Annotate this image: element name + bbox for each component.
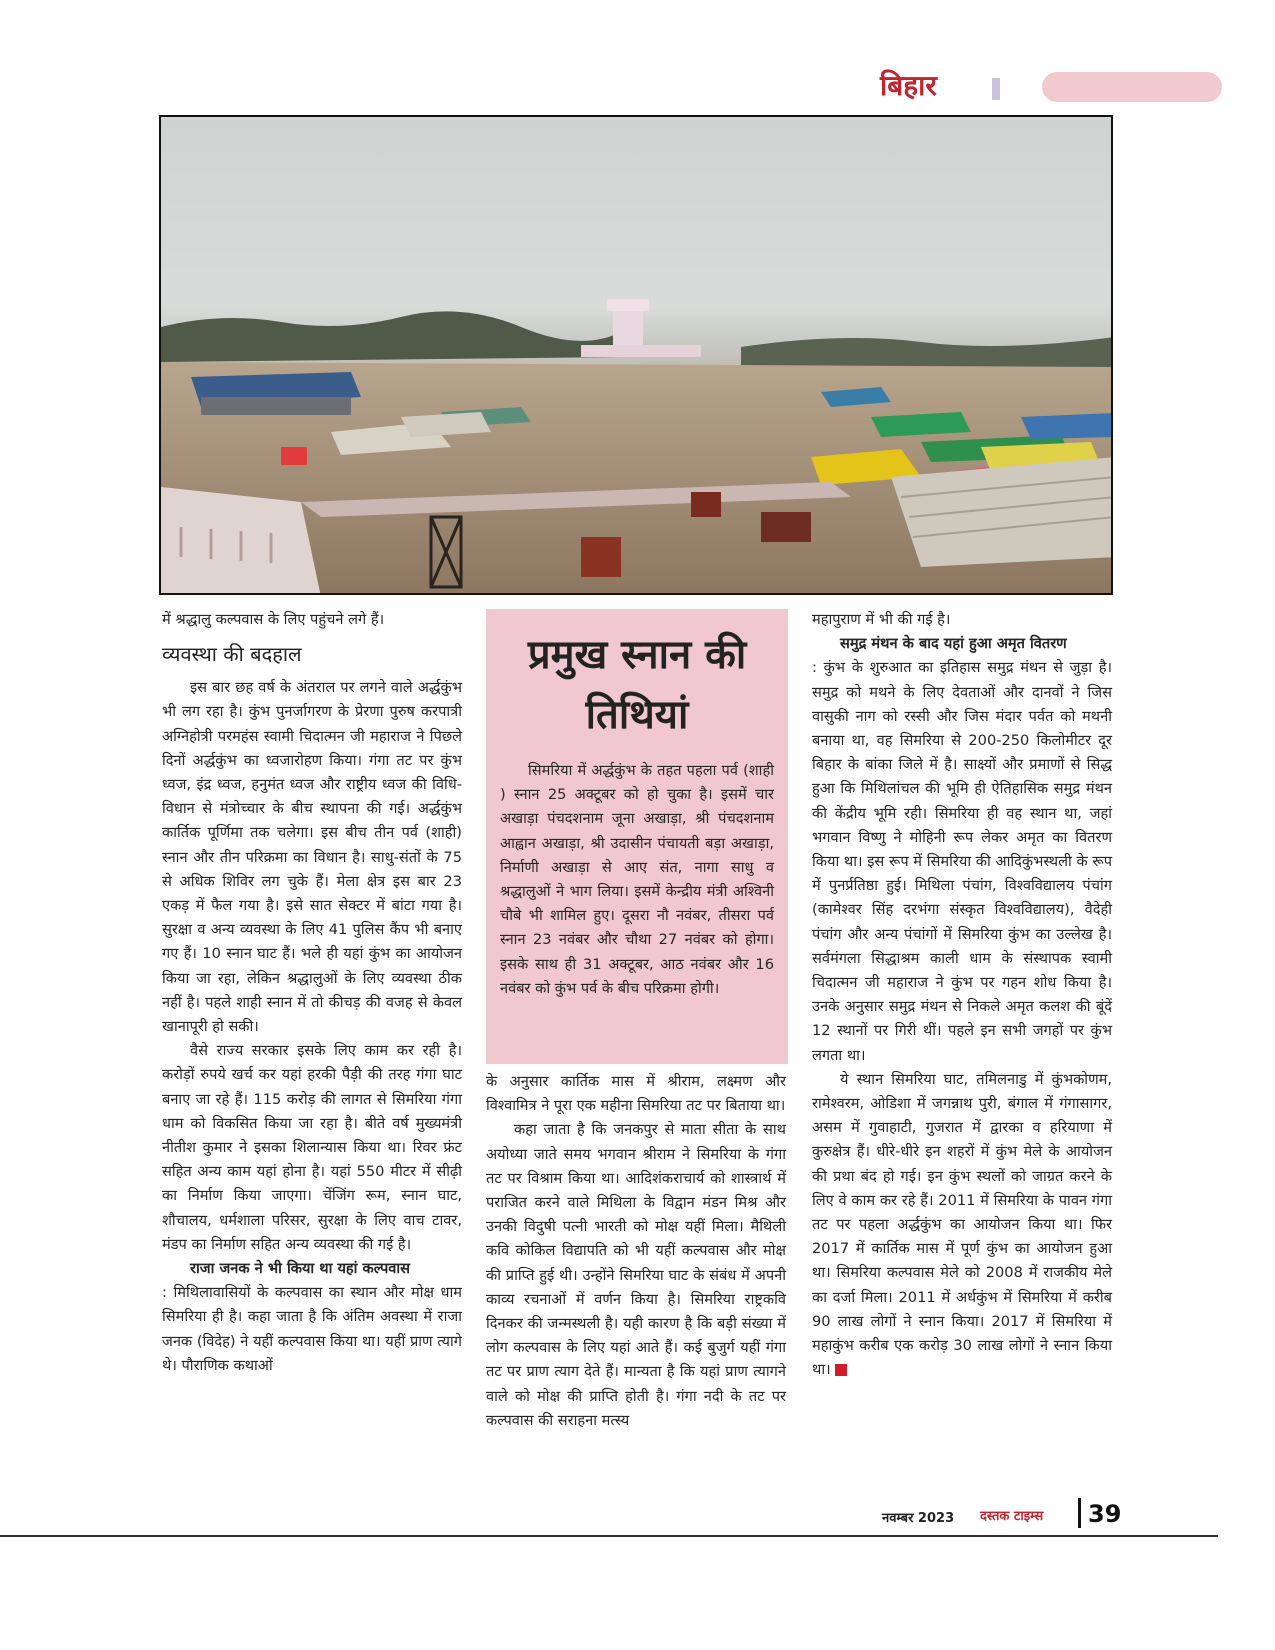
column-3-paragraph-1: : कुंभ के शुरुआत का इतिहास समुद्र मंथन से जुड़ा है। समुद्र को मथने के लिए देवताओं और दानवों ने जिस वासुकी नाग को रस्सी और जिस मंदार पर्वत को मथनी बनाया था, वह सिमरिया से 200-250 किलोमीटर दूर बिहार के बांका जिले में है। साक्ष्यों और प्रमाणों से सिद्ध हुआ कि मिथिलांचल की भूमि ही ऐतिहासिक समुद्र मंथन की केंद्रीय भूमि रही। सिमरिया ही वह स्थान था, जहां भगवान विष्णु ने मोहिनी रूप लेकर अमृत का वितरण किया था। इस रूप में सिमरिया की आदिकुंभस्थली के रूप में पुनर्प्रतिष्ठा हुई। मिथिला पंचांग, विश्वविद्यालय पंचांग (कामेश्वर सिंह दरभंगा संस्कृत विश्वविद्यालय), वैदेही पंचांग और अन्य पंचांगों में सिमरिया कुंभ का उल्लेख है। सर्वमंगला सिद्धाश्रम काली धाम के संस्थापक स्वामी चिदात्मन जी महाराज ने कुंभ पर गहन शोध किया है। उनके अनुसार समुद्र मंथन से निकले अमृत कलश की बूंदें 12 स्थानों पर गिरी थीं। पहले इन सभी जगहों पर कुंभ लगता था।	[812, 659, 1112, 1064]
heading-vyavastha: व्यवस्था की बदहाल	[162, 642, 302, 667]
column-3	[812, 608, 1112, 1383]
column-2	[486, 1070, 786, 1433]
kumbh-mela-photo	[159, 115, 1113, 595]
column-2-paragraph-1: के अनुसार कार्तिक मास में श्रीराम, लक्ष्मण और विश्वामित्र ने पूरा एक महीना सिमरिया तट पर बिताया था।	[486, 1073, 786, 1115]
page-number: 39	[1088, 1500, 1122, 1528]
column-3-intro: महापुराण में भी की गई है।	[812, 611, 951, 628]
column-1-intro: में श्रद्धालु कल्पवास के लिए पहुंचने लगे हैं।	[162, 611, 385, 628]
header-pill	[1042, 72, 1222, 102]
footer-brand-logo: दस्तक टाइम्स	[980, 1509, 1044, 1524]
article-end-mark	[835, 1364, 847, 1376]
column-2-paragraph-2: कहा जाता है कि जनकपुर से माता सीता के साथ अयोध्या जाते समय भगवान श्रीराम ने सिमरिया के गंगा तट पर विश्राम किया था। आदिशंकराचार्य को शास्त्रार्थ में पराजित करने वाले मिथिला के विद्वान मंडन मिश्र और उनकी विदुषी पत्नी भारती को मोक्ष यहीं मिला। मैथिली कवि कोकिल विद्यापति को भी यहीं कल्पवास और मोक्ष की प्राप्ति हुई थी। उन्होंने सिमरिया घाट के संबंध में अपनी काव्य रचनाओं में वर्णन किया है। सिमरिया राष्ट्रकवि दिनकर की जन्मस्थली है। यही कारण है कि बड़ी संख्या में लोग कल्पवास के लिए यहां आते हैं। कई बुजुर्ग यहीं गंगा तट पर प्राण त्याग देते हैं। मान्यता है कि यहां प्राण त्यागने वाले को मोक्ष की प्राप्ति होती है। गंगा नदी के तट पर कल्पवास की सराहना मत्स्य	[486, 1121, 786, 1429]
box-title	[500, 625, 774, 745]
column-1-paragraph-3: : मिथिलावासियों के कल्पवास का स्थान और मोक्ष धाम सिमरिया ही है। कहा जाता है कि अंतिम अवस्था में राजा जनक (विदेह) ने यहीं कल्पवास किया था। यहीं प्राण त्यागे थे। पौराणिक कथाओं	[162, 1284, 462, 1374]
box-text: सिमरिया में अर्द्धकुंभ के तहत पहला पर्व (शाही ) स्नान 25 अक्टूबर को हो चुका है। इसमें चार अखाड़ा पंचदशनाम जूना अखाड़ा, श्री पंचदशनाम आह्वान अखाड़ा, श्री उदासीन पंचायती बड़ा अखाड़ा, निर्माणी अखाड़ा से आए संत, नागा साधु व श्रद्धालुओं ने भाग लिया। इसमें केन्द्रीय मंत्री अश्विनी चौबे भी शामिल हुए। दूसरा नौ नवंबर, तीसरा पर्व स्नान 23 नवंबर और चौथा 27 नवंबर को होगा। इसके साथ ही 31 अक्टूबर, आठ नवंबर और 16 नवंबर को कुंभ पर्व के बीच परिक्रमा होगी।	[500, 762, 774, 997]
subheading-raja-janak: राजा जनक ने भी किया था यहां कल्पवास	[190, 1260, 411, 1278]
snan-dates-box	[486, 609, 788, 1064]
column-3-paragraph-2-text: ये स्थान सिमरिया घाट, तमिलनाडु में कुंभकोणम, रामेश्वरम, ओडिशा में जगन्नाथ पुरी, बंगाल में गंगासागर, असम में गुवाहाटी, गुजरात में द्वारका व हरियाणा में कुरुक्षेत्र हैं। धीरे-धीरे इन शहरों में कुंभ मेले के आयोजन की प्रथा बंद हो गई। इन कुंभ स्थलों को जाग्रत करने के लिए वे काम कर रहे हैं। 2011 में सिमरिया के पावन गंगा तट पर पहला अर्द्धकुंभ का आयोजन किया था। फिर 2017 में कार्तिक मास में पूर्ण कुंभ का आयोजन हुआ था। सिमरिया कल्पवास मेले को 2008 में राजकीय मेले का दर्जा मिला। 2011 में अर्धकुंभ में सिमरिया में करीब 90 लाख लोगों ने स्नान किया। 2017 में सिमरिया में महाकुंभ करीब एक करोड़ 30 लाख लोगों ने स्नान किया था।	[812, 1070, 1112, 1379]
footer-rule	[0, 1535, 1218, 1537]
box-title-line-1: प्रमुख स्नान की	[527, 632, 747, 678]
column-1-paragraph-1: इस बार छह वर्ष के अंतराल पर लगने वाले अर्द्धकुंभ भी लग रहा है। कुंभ पुनर्जागरण के प्रेरणा पुरुष करपात्री अग्निहोत्री परमहंस स्वामी चिदात्मन जी महाराज ने पिछले दिनों अर्द्धकुंभ का ध्वजारोहण किया। गंगा तट पर कुंभ ध्वज, इंद्र ध्वज, हनुमंत ध्वज और राष्ट्रीय ध्वज की विधि-विधान से मंत्रोच्चार के बीच स्थापना की गई। अर्द्धकुंभ कार्तिक पूर्णिमा तक चलेगा। इस बीच तीन पर्व (शाही) स्नान और तीन परिक्रमा का विधान है। साधु-संतों के 75 से अधिक शिविर लग चुके हैं। मेला क्षेत्र इस बार 23 एकड़ में फैल गया है। इसे सात सेक्टर में बांटा गया है। सुरक्षा व अन्य व्यवस्था के लिए 41 पुलिस कैंप भी बनाए गए हैं। 10 स्नान घाट हैं। भले ही यहां कुंभ का आयोजन किया जा रहा, लेकिन श्रद्धालुओं के लिए व्यवस्था ठीक नहीं है। पहले शाही स्नान में तो कीचड़ की वजह से केवल खानापूरी हो सकी।	[162, 679, 462, 1036]
column-1	[162, 608, 462, 1378]
subheading-samudra-manthan: समुद्र मंथन के बाद यहां हुआ अमृत वितरण	[840, 635, 1067, 653]
column-1-paragraph-2: वैसे राज्य सरकार इसके लिए काम कर रही है। करोड़ों रुपये खर्च कर यहां हरकी पैड़ी की तरह गंगा घाट बनाए जा रहे हैं। 115 करोड़ की लागत से सिमरिया गंगा धाम को विकसित किया जा रहा है। बीते वर्ष मुख्यमंत्री नीतीश कुमार ने इसका शिलान्यास किया था। रिवर फ्रंट सहित अन्य काम यहां होना है। यहां 550 मीटर में सीढ़ी का निर्माण किया जाएगा। चेंजिंग रूम, स्नान घाट, शौचालय, धर्मशाला परिसर, सुरक्षा के लिए वाच टावर, मंडप का निर्माण सहित अन्य व्यवस्था की गई है।	[162, 1042, 462, 1253]
column-3-paragraph-2	[812, 1068, 1112, 1383]
box-title-line-2: तिथियां	[585, 692, 689, 738]
footer-divider	[1078, 1498, 1081, 1528]
header-section-title: बिहार	[880, 69, 937, 102]
footer-date: नवम्बर 2023	[882, 1511, 955, 1526]
header-divider	[992, 78, 1000, 100]
